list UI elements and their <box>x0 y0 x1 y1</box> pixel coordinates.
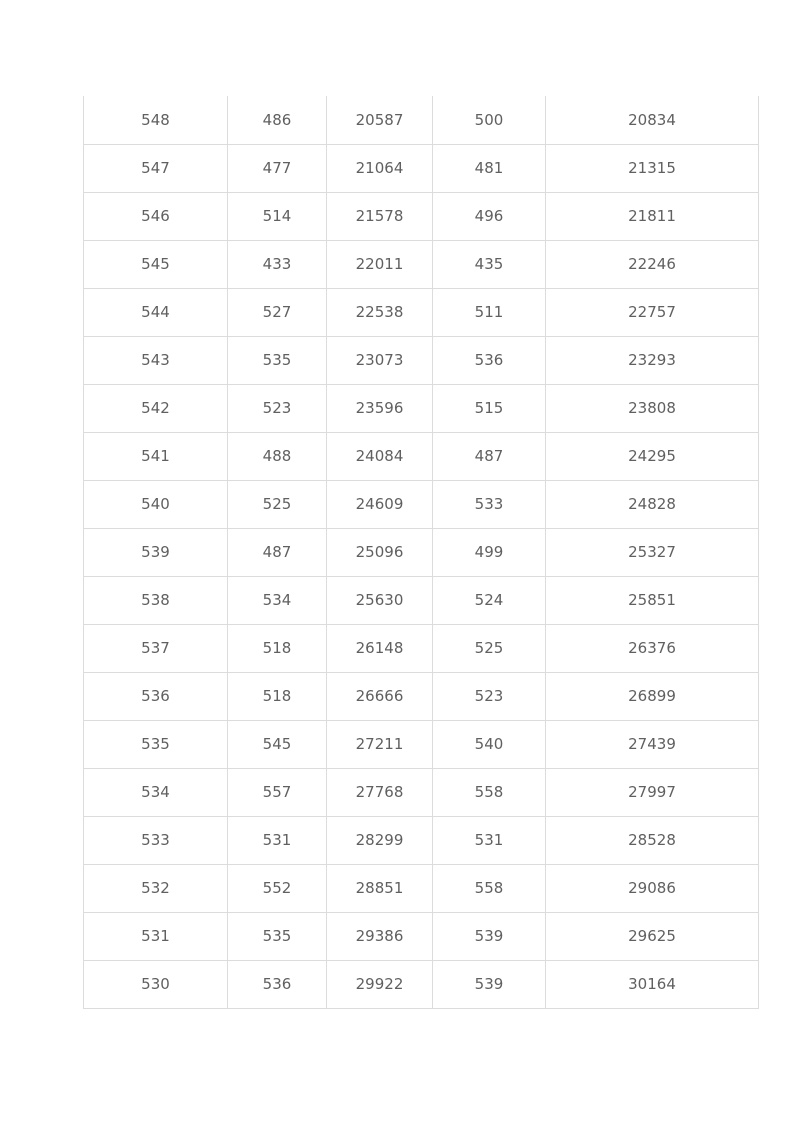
table-cell: 26666 <box>327 672 433 720</box>
table-cell: 24828 <box>546 480 759 528</box>
table-cell: 21578 <box>327 192 433 240</box>
table-cell: 539 <box>84 528 228 576</box>
table-cell: 558 <box>433 768 546 816</box>
table-cell: 27439 <box>546 720 759 768</box>
table-cell: 27768 <box>327 768 433 816</box>
table-cell: 23808 <box>546 384 759 432</box>
table-cell: 546 <box>84 192 228 240</box>
table-row <box>84 720 759 768</box>
table-cell: 20834 <box>546 96 759 144</box>
table-cell: 523 <box>433 672 546 720</box>
table-cell: 21811 <box>546 192 759 240</box>
table-row <box>84 864 759 912</box>
table-cell: 527 <box>228 288 327 336</box>
table-cell: 29086 <box>546 864 759 912</box>
table-cell: 531 <box>433 816 546 864</box>
table-row <box>84 384 759 432</box>
table-cell: 22538 <box>327 288 433 336</box>
table-cell: 525 <box>228 480 327 528</box>
table-cell: 477 <box>228 144 327 192</box>
table-cell: 531 <box>84 912 228 960</box>
table-row <box>84 528 759 576</box>
table-cell: 24295 <box>546 432 759 480</box>
table-cell: 29625 <box>546 912 759 960</box>
table-row <box>84 768 759 816</box>
table-cell: 535 <box>228 336 327 384</box>
table-cell: 23596 <box>327 384 433 432</box>
table-cell: 511 <box>433 288 546 336</box>
table-cell: 21315 <box>546 144 759 192</box>
table-cell: 525 <box>433 624 546 672</box>
table-cell: 539 <box>433 960 546 1008</box>
table-cell: 531 <box>228 816 327 864</box>
table-cell: 514 <box>228 192 327 240</box>
table-cell: 25327 <box>546 528 759 576</box>
table-row <box>84 432 759 480</box>
table-cell: 552 <box>228 864 327 912</box>
table-cell: 518 <box>228 624 327 672</box>
table-row <box>84 912 759 960</box>
table-row <box>84 672 759 720</box>
table-cell: 488 <box>228 432 327 480</box>
table-row <box>84 288 759 336</box>
table-cell: 523 <box>228 384 327 432</box>
table-cell: 515 <box>433 384 546 432</box>
table-cell: 542 <box>84 384 228 432</box>
table-cell: 533 <box>84 816 228 864</box>
table-cell: 535 <box>84 720 228 768</box>
score-table <box>83 96 759 1009</box>
table-cell: 539 <box>433 912 546 960</box>
table-cell: 540 <box>84 480 228 528</box>
table-cell: 548 <box>84 96 228 144</box>
table-cell: 27211 <box>327 720 433 768</box>
table-cell: 534 <box>84 768 228 816</box>
table-cell: 530 <box>84 960 228 1008</box>
table-cell: 496 <box>433 192 546 240</box>
table-row <box>84 816 759 864</box>
table-cell: 535 <box>228 912 327 960</box>
table-cell: 536 <box>228 960 327 1008</box>
table-row <box>84 336 759 384</box>
table-cell: 22246 <box>546 240 759 288</box>
table-cell: 544 <box>84 288 228 336</box>
table-cell: 518 <box>228 672 327 720</box>
table-cell: 26148 <box>327 624 433 672</box>
table-cell: 524 <box>433 576 546 624</box>
table-cell: 25096 <box>327 528 433 576</box>
table-cell: 433 <box>228 240 327 288</box>
table-cell: 538 <box>84 576 228 624</box>
table-cell: 499 <box>433 528 546 576</box>
table-cell: 24609 <box>327 480 433 528</box>
table-cell: 547 <box>84 144 228 192</box>
table-cell: 545 <box>84 240 228 288</box>
table-cell: 543 <box>84 336 228 384</box>
table-cell: 500 <box>433 96 546 144</box>
table-cell: 534 <box>228 576 327 624</box>
table-cell: 20587 <box>327 96 433 144</box>
table-row <box>84 576 759 624</box>
table-cell: 487 <box>433 432 546 480</box>
table-cell: 536 <box>84 672 228 720</box>
table-cell: 486 <box>228 96 327 144</box>
table-cell: 30164 <box>546 960 759 1008</box>
table-cell: 29386 <box>327 912 433 960</box>
table-cell: 24084 <box>327 432 433 480</box>
table-row <box>84 480 759 528</box>
table-body <box>84 96 759 1008</box>
table-row <box>84 624 759 672</box>
table-row <box>84 960 759 1008</box>
table-cell: 532 <box>84 864 228 912</box>
table-cell: 481 <box>433 144 546 192</box>
table-cell: 545 <box>228 720 327 768</box>
table-cell: 26899 <box>546 672 759 720</box>
table-cell: 21064 <box>327 144 433 192</box>
table-cell: 25630 <box>327 576 433 624</box>
table-cell: 28851 <box>327 864 433 912</box>
table-cell: 558 <box>433 864 546 912</box>
table-cell: 487 <box>228 528 327 576</box>
table-cell: 537 <box>84 624 228 672</box>
table-cell: 541 <box>84 432 228 480</box>
table-cell: 540 <box>433 720 546 768</box>
table-cell: 29922 <box>327 960 433 1008</box>
table-cell: 26376 <box>546 624 759 672</box>
table-cell: 22011 <box>327 240 433 288</box>
table-cell: 22757 <box>546 288 759 336</box>
table-row <box>84 144 759 192</box>
table-cell: 28528 <box>546 816 759 864</box>
table-cell: 27997 <box>546 768 759 816</box>
table-cell: 23293 <box>546 336 759 384</box>
table-cell: 533 <box>433 480 546 528</box>
table-cell: 25851 <box>546 576 759 624</box>
table-row <box>84 240 759 288</box>
table-cell: 23073 <box>327 336 433 384</box>
table-cell: 435 <box>433 240 546 288</box>
table-cell: 536 <box>433 336 546 384</box>
table-row <box>84 96 759 144</box>
table-cell: 557 <box>228 768 327 816</box>
table-row <box>84 192 759 240</box>
table-cell: 28299 <box>327 816 433 864</box>
